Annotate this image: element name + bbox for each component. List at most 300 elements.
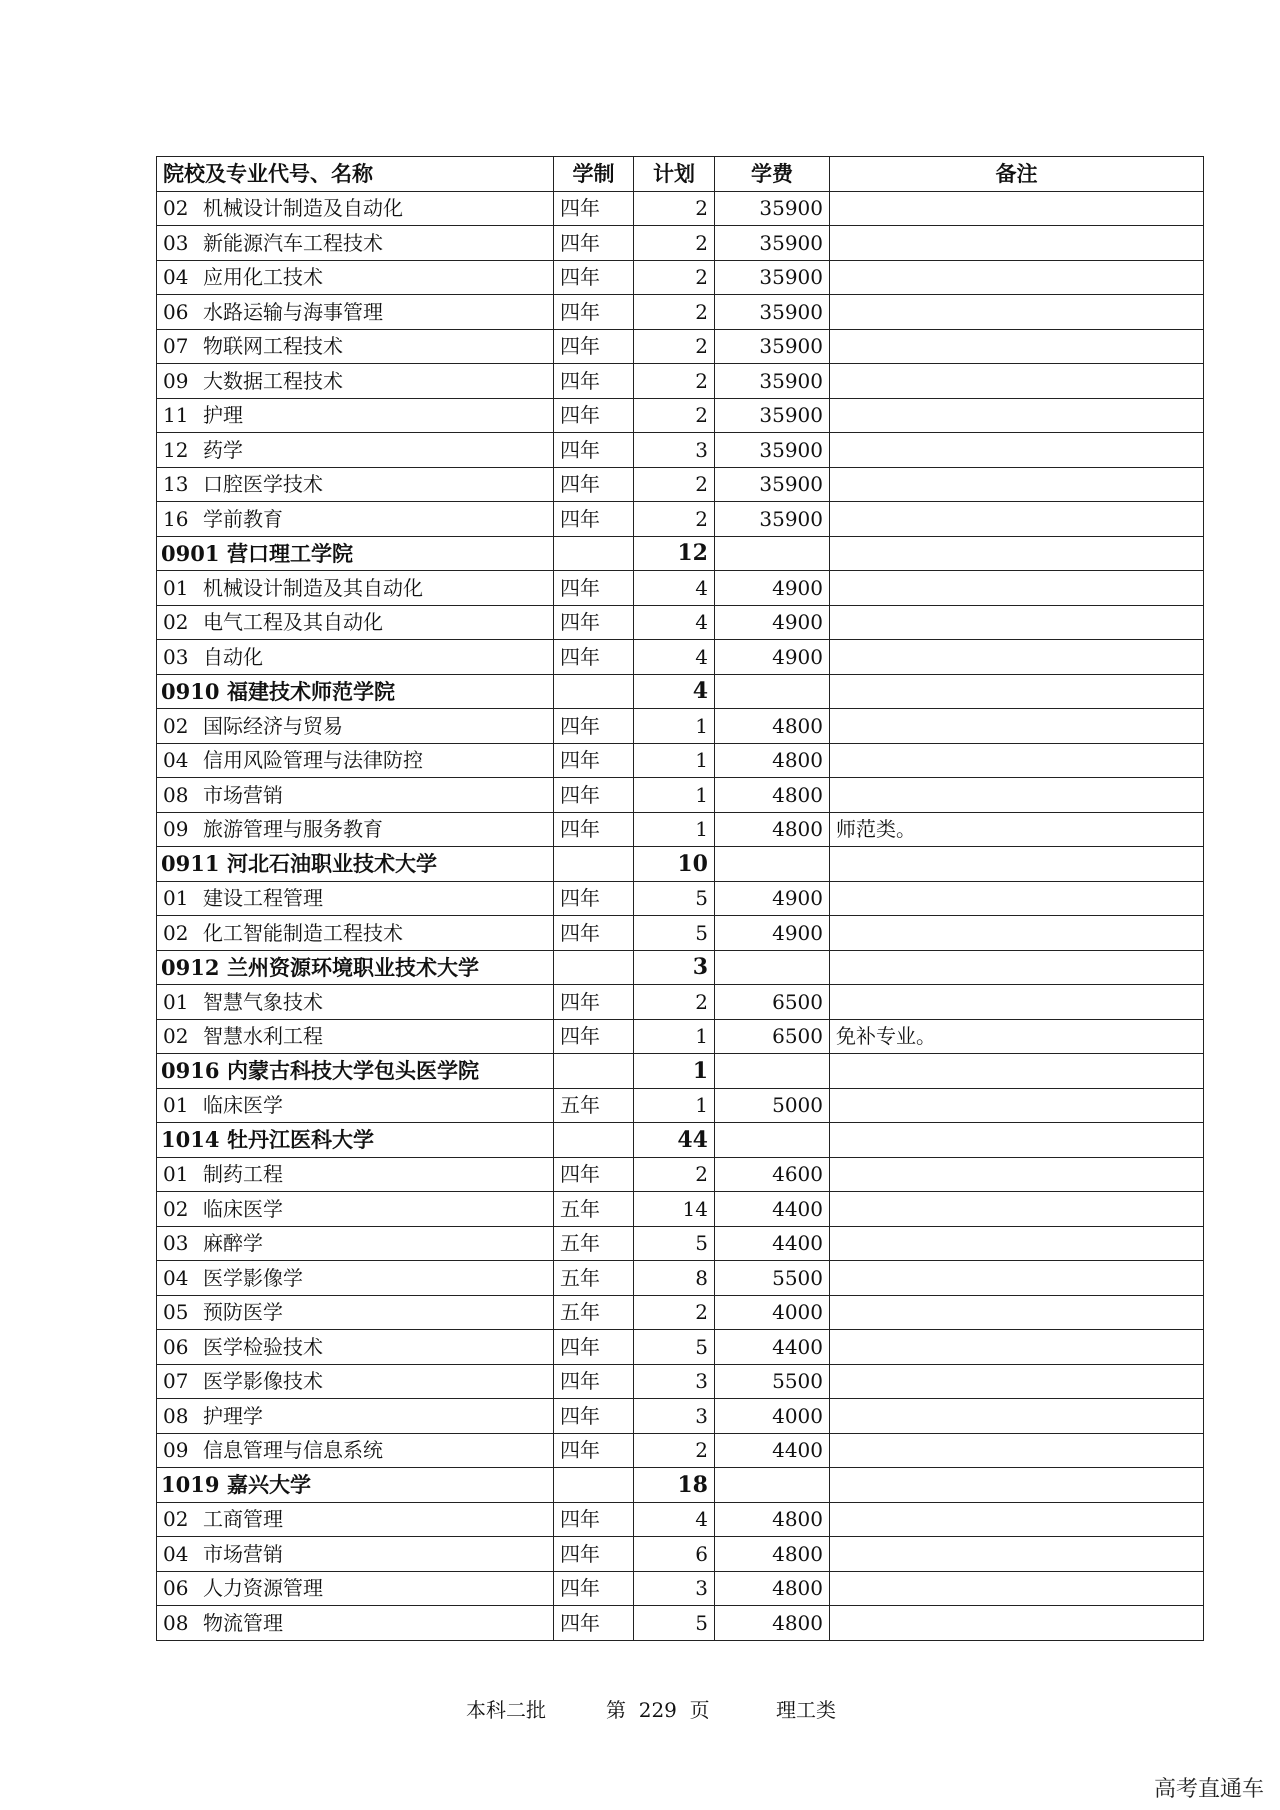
major-code: 03 [163, 230, 189, 255]
major-row [157, 1364, 1204, 1399]
major-code: 09 [163, 817, 189, 842]
cell-name [157, 1054, 554, 1089]
school-row [157, 1468, 1204, 1503]
header-name: 院校及专业代号、名称 [157, 157, 554, 192]
major-row [157, 398, 1204, 433]
major-name: 医学检验技术 [203, 1334, 323, 1359]
cell-note [830, 1261, 1204, 1296]
cell-plan: 1 [634, 709, 715, 744]
major-row [157, 260, 1204, 295]
cell-plan: 2 [634, 985, 715, 1020]
cell-years: 四年 [554, 1019, 634, 1054]
cell-plan: 2 [634, 364, 715, 399]
cell-plan: 2 [634, 329, 715, 364]
major-name: 医学影像技术 [203, 1369, 323, 1394]
cell-note [830, 743, 1204, 778]
cell-name [157, 1502, 554, 1537]
major-row [157, 329, 1204, 364]
major-code: 02 [163, 1024, 189, 1049]
cell-years: 四年 [554, 812, 634, 847]
cell-plan: 8 [634, 1261, 715, 1296]
cell-note [830, 1192, 1204, 1227]
cell-name [157, 709, 554, 744]
cell-name [157, 1019, 554, 1054]
cell-note [830, 433, 1204, 468]
major-name: 智慧气象技术 [203, 989, 323, 1014]
cell-name [157, 1192, 554, 1227]
cell-years: 四年 [554, 1364, 634, 1399]
major-name: 智慧水利工程 [203, 1024, 323, 1049]
cell-fee: 4800 [715, 1606, 830, 1641]
cell-years: 四年 [554, 881, 634, 916]
cell-fee: 4900 [715, 605, 830, 640]
cell-note [830, 1054, 1204, 1089]
cell-fee: 4400 [715, 1433, 830, 1468]
cell-fee: 4900 [715, 640, 830, 675]
major-row [157, 433, 1204, 468]
school-name: 兰州资源环境职业技术大学 [227, 954, 479, 980]
cell-fee: 35900 [715, 260, 830, 295]
major-row [157, 640, 1204, 675]
cell-name [157, 260, 554, 295]
cell-note: 师范类。 [830, 812, 1204, 847]
major-code: 06 [163, 1576, 189, 1601]
major-name: 麻醉学 [203, 1231, 263, 1256]
cell-name [157, 605, 554, 640]
major-code: 09 [163, 368, 189, 393]
cell-years: 四年 [554, 364, 634, 399]
cell-fee [715, 1054, 830, 1089]
cell-name [157, 1571, 554, 1606]
cell-fee: 35900 [715, 502, 830, 537]
major-row [157, 502, 1204, 537]
cell-note [830, 260, 1204, 295]
cell-note [830, 640, 1204, 675]
cell-years: 五年 [554, 1261, 634, 1296]
major-code: 16 [163, 506, 189, 531]
major-name: 建设工程管理 [203, 886, 323, 911]
cell-years [554, 1468, 634, 1503]
cell-years: 五年 [554, 1295, 634, 1330]
cell-plan: 6 [634, 1537, 715, 1572]
major-row [157, 812, 1204, 847]
cell-years: 四年 [554, 605, 634, 640]
cell-fee: 4400 [715, 1226, 830, 1261]
major-row [157, 743, 1204, 778]
major-code: 09 [163, 1438, 189, 1463]
school-row [157, 1123, 1204, 1158]
cell-plan: 2 [634, 467, 715, 502]
cell-years [554, 1054, 634, 1089]
header-years: 学制 [554, 157, 634, 192]
footer-page-number: 第 229 页 [606, 1698, 710, 1722]
major-row [157, 1019, 1204, 1054]
major-code: 04 [163, 748, 189, 773]
cell-fee [715, 1468, 830, 1503]
major-code: 13 [163, 472, 189, 497]
cell-plan: 1 [634, 778, 715, 813]
cell-fee: 4400 [715, 1192, 830, 1227]
cell-fee: 4800 [715, 1537, 830, 1572]
major-row [157, 605, 1204, 640]
major-row [157, 1088, 1204, 1123]
cell-name [157, 1123, 554, 1158]
cell-note [830, 985, 1204, 1020]
footer-category: 理工类 [776, 1698, 836, 1722]
table-body [157, 191, 1204, 1640]
cell-fee: 4800 [715, 709, 830, 744]
major-name: 国际经济与贸易 [203, 713, 343, 738]
cell-fee [715, 674, 830, 709]
major-name: 口腔医学技术 [203, 472, 323, 497]
major-code: 03 [163, 644, 189, 669]
school-row [157, 536, 1204, 571]
major-row [157, 709, 1204, 744]
major-row [157, 1330, 1204, 1365]
major-name: 水路运输与海事管理 [203, 299, 383, 324]
major-row [157, 571, 1204, 606]
major-code: 01 [163, 1162, 189, 1187]
cell-plan: 18 [634, 1468, 715, 1503]
cell-plan: 5 [634, 1330, 715, 1365]
cell-name [157, 1537, 554, 1572]
cell-note [830, 226, 1204, 261]
cell-note [830, 571, 1204, 606]
cell-plan: 12 [634, 536, 715, 571]
cell-name [157, 916, 554, 951]
cell-years: 四年 [554, 191, 634, 226]
cell-name [157, 1606, 554, 1641]
cell-years: 五年 [554, 1226, 634, 1261]
major-code: 05 [163, 1300, 189, 1325]
school-row [157, 674, 1204, 709]
school-name: 营口理工学院 [227, 540, 353, 566]
cell-fee [715, 847, 830, 882]
cell-note [830, 467, 1204, 502]
cell-plan: 5 [634, 1226, 715, 1261]
admission-plan-table [156, 156, 1204, 1641]
major-name: 制药工程 [203, 1162, 283, 1187]
cell-note [830, 1606, 1204, 1641]
major-code: 11 [163, 403, 189, 428]
cell-years [554, 950, 634, 985]
cell-years [554, 674, 634, 709]
cell-years: 四年 [554, 1433, 634, 1468]
major-code: 08 [163, 782, 189, 807]
major-code: 02 [163, 713, 189, 738]
major-row [157, 467, 1204, 502]
cell-plan: 2 [634, 226, 715, 261]
cell-years: 四年 [554, 1399, 634, 1434]
cell-fee: 35900 [715, 226, 830, 261]
major-code: 02 [163, 1507, 189, 1532]
cell-years: 五年 [554, 1088, 634, 1123]
cell-note [830, 778, 1204, 813]
cell-note [830, 950, 1204, 985]
cell-name [157, 1330, 554, 1365]
school-row [157, 950, 1204, 985]
major-row [157, 778, 1204, 813]
major-code: 01 [163, 989, 189, 1014]
major-name: 物联网工程技术 [203, 334, 343, 359]
cell-plan: 2 [634, 191, 715, 226]
cell-fee: 4000 [715, 1399, 830, 1434]
major-row [157, 1571, 1204, 1606]
cell-years: 四年 [554, 226, 634, 261]
major-name: 市场营销 [203, 782, 283, 807]
cell-note [830, 1433, 1204, 1468]
major-row [157, 191, 1204, 226]
cell-note [830, 1157, 1204, 1192]
cell-years: 四年 [554, 985, 634, 1020]
cell-plan: 10 [634, 847, 715, 882]
major-name: 大数据工程技术 [203, 368, 343, 393]
major-code: 01 [163, 886, 189, 911]
cell-years: 四年 [554, 295, 634, 330]
cell-fee: 35900 [715, 433, 830, 468]
cell-plan: 2 [634, 398, 715, 433]
major-name: 预防医学 [203, 1300, 283, 1325]
school-name: 福建技术师范学院 [227, 678, 395, 704]
cell-fee [715, 536, 830, 571]
cell-name [157, 226, 554, 261]
cell-plan: 5 [634, 916, 715, 951]
cell-years: 四年 [554, 467, 634, 502]
cell-name [157, 1157, 554, 1192]
cell-note [830, 1364, 1204, 1399]
cell-name [157, 950, 554, 985]
major-row [157, 1295, 1204, 1330]
cell-note [830, 1088, 1204, 1123]
major-name: 护理 [203, 403, 243, 428]
cell-fee: 4600 [715, 1157, 830, 1192]
cell-fee: 4800 [715, 1571, 830, 1606]
cell-name [157, 502, 554, 537]
major-code: 08 [163, 1610, 189, 1635]
cell-plan: 3 [634, 1399, 715, 1434]
header-plan: 计划 [634, 157, 715, 192]
cell-fee [715, 950, 830, 985]
cell-years: 四年 [554, 1502, 634, 1537]
major-row [157, 1433, 1204, 1468]
cell-plan: 4 [634, 571, 715, 606]
school-row [157, 1054, 1204, 1089]
cell-name [157, 881, 554, 916]
school-code: 1014 [161, 1127, 220, 1153]
cell-name [157, 1433, 554, 1468]
school-code: 0901 [161, 540, 220, 566]
cell-note [830, 502, 1204, 537]
cell-note [830, 916, 1204, 951]
cell-years: 四年 [554, 743, 634, 778]
major-code: 01 [163, 575, 189, 600]
cell-plan: 3 [634, 1364, 715, 1399]
major-row [157, 985, 1204, 1020]
cell-name [157, 985, 554, 1020]
cell-years: 四年 [554, 329, 634, 364]
cell-years [554, 536, 634, 571]
cell-name [157, 640, 554, 675]
cell-plan: 5 [634, 1606, 715, 1641]
cell-years: 四年 [554, 571, 634, 606]
cell-years: 四年 [554, 1606, 634, 1641]
cell-name [157, 295, 554, 330]
major-name: 工商管理 [203, 1507, 283, 1532]
cell-note [830, 1295, 1204, 1330]
cell-note [830, 1468, 1204, 1503]
cell-years: 五年 [554, 1192, 634, 1227]
cell-fee: 4900 [715, 916, 830, 951]
cell-plan: 5 [634, 881, 715, 916]
cell-name [157, 847, 554, 882]
cell-name [157, 1261, 554, 1296]
major-name: 电气工程及其自动化 [203, 610, 383, 635]
cell-fee: 35900 [715, 295, 830, 330]
cell-years [554, 1123, 634, 1158]
cell-note [830, 847, 1204, 882]
major-code: 03 [163, 1231, 189, 1256]
cell-plan: 4 [634, 605, 715, 640]
major-row [157, 1261, 1204, 1296]
cell-note [830, 398, 1204, 433]
cell-note [830, 364, 1204, 399]
cell-name [157, 812, 554, 847]
footer-batch: 本科二批 [466, 1698, 546, 1722]
cell-plan: 1 [634, 1054, 715, 1089]
major-name: 应用化工技术 [203, 265, 323, 290]
cell-name [157, 536, 554, 571]
major-code: 07 [163, 334, 189, 359]
cell-note [830, 1226, 1204, 1261]
cell-years: 四年 [554, 640, 634, 675]
cell-plan: 2 [634, 1157, 715, 1192]
major-row [157, 364, 1204, 399]
major-name: 临床医学 [203, 1093, 283, 1118]
cell-name [157, 674, 554, 709]
table-header-row [157, 157, 1204, 192]
major-name: 医学影像学 [203, 1265, 303, 1290]
major-name: 信息管理与信息系统 [203, 1438, 383, 1463]
header-note: 备注 [830, 157, 1204, 192]
watermark-text: 高考直通车 [1153, 1777, 1264, 1802]
cell-plan: 14 [634, 1192, 715, 1227]
cell-years [554, 847, 634, 882]
cell-fee: 4900 [715, 571, 830, 606]
cell-plan: 1 [634, 1019, 715, 1054]
cell-name [157, 467, 554, 502]
major-name: 自动化 [203, 644, 263, 669]
cell-note [830, 1502, 1204, 1537]
cell-note [830, 1123, 1204, 1158]
school-name: 牡丹江医科大学 [227, 1127, 374, 1153]
cell-name [157, 1226, 554, 1261]
school-code: 1019 [161, 1472, 220, 1498]
cell-fee: 35900 [715, 398, 830, 433]
cell-name [157, 1468, 554, 1503]
cell-note [830, 191, 1204, 226]
cell-name [157, 778, 554, 813]
cell-fee: 5500 [715, 1364, 830, 1399]
major-code: 12 [163, 437, 189, 462]
cell-note [830, 1399, 1204, 1434]
major-name: 机械设计制造及其自动化 [203, 575, 423, 600]
cell-fee: 4000 [715, 1295, 830, 1330]
cell-name [157, 191, 554, 226]
major-row [157, 881, 1204, 916]
major-code: 04 [163, 1541, 189, 1566]
major-row [157, 226, 1204, 261]
major-row [157, 1192, 1204, 1227]
cell-fee: 35900 [715, 329, 830, 364]
cell-plan: 4 [634, 674, 715, 709]
cell-years: 四年 [554, 916, 634, 951]
major-code: 06 [163, 1334, 189, 1359]
cell-fee: 5000 [715, 1088, 830, 1123]
major-name: 学前教育 [203, 506, 283, 531]
cell-plan: 44 [634, 1123, 715, 1158]
cell-plan: 4 [634, 640, 715, 675]
cell-years: 四年 [554, 709, 634, 744]
cell-note [830, 329, 1204, 364]
cell-name [157, 743, 554, 778]
cell-plan: 1 [634, 812, 715, 847]
cell-note [830, 881, 1204, 916]
cell-note [830, 295, 1204, 330]
cell-years: 四年 [554, 1571, 634, 1606]
major-name: 机械设计制造及自动化 [203, 196, 403, 221]
major-name: 药学 [203, 437, 243, 462]
cell-fee: 35900 [715, 467, 830, 502]
cell-years: 四年 [554, 1330, 634, 1365]
cell-plan: 2 [634, 295, 715, 330]
cell-fee: 4800 [715, 1502, 830, 1537]
major-code: 08 [163, 1403, 189, 1428]
cell-name [157, 571, 554, 606]
cell-fee: 35900 [715, 191, 830, 226]
major-code: 07 [163, 1369, 189, 1394]
cell-plan: 4 [634, 1502, 715, 1537]
cell-fee: 4400 [715, 1330, 830, 1365]
major-row [157, 1606, 1204, 1641]
cell-name [157, 329, 554, 364]
major-row [157, 1399, 1204, 1434]
cell-name [157, 1399, 554, 1434]
cell-note [830, 605, 1204, 640]
school-code: 0910 [161, 678, 220, 704]
school-name: 嘉兴大学 [227, 1472, 311, 1498]
major-code: 04 [163, 1265, 189, 1290]
cell-plan: 2 [634, 1433, 715, 1468]
major-name: 信用风险管理与法律防控 [203, 748, 423, 773]
major-row [157, 916, 1204, 951]
page-footer [0, 1694, 1280, 1720]
major-row [157, 295, 1204, 330]
cell-years: 四年 [554, 398, 634, 433]
major-code: 02 [163, 920, 189, 945]
cell-fee: 4800 [715, 778, 830, 813]
header-fee: 学费 [715, 157, 830, 192]
cell-plan: 3 [634, 950, 715, 985]
major-name: 新能源汽车工程技术 [203, 230, 383, 255]
cell-note [830, 674, 1204, 709]
major-code: 02 [163, 1196, 189, 1221]
cell-fee: 4800 [715, 743, 830, 778]
cell-fee: 6500 [715, 985, 830, 1020]
school-code: 0911 [161, 851, 220, 877]
cell-years: 四年 [554, 433, 634, 468]
cell-plan: 3 [634, 1571, 715, 1606]
cell-fee: 35900 [715, 364, 830, 399]
